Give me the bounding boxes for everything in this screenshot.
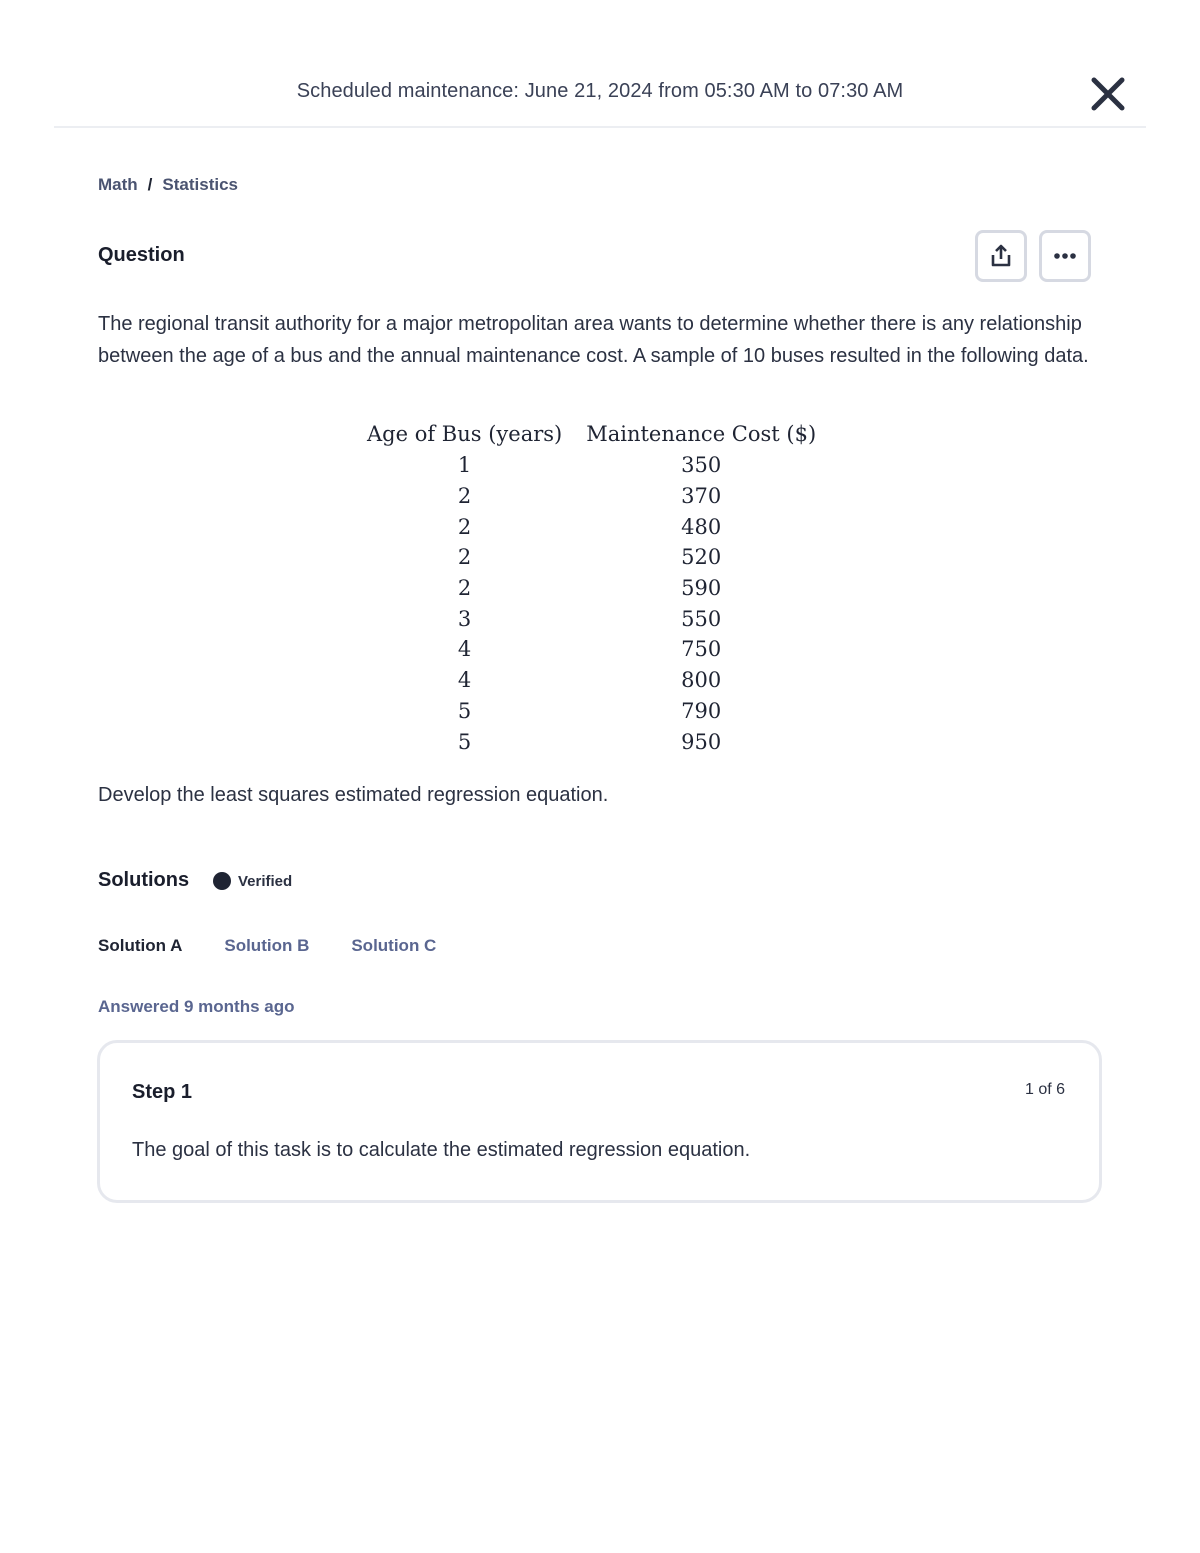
age-cell: 2 bbox=[457, 576, 472, 601]
age-cell: 4 bbox=[457, 668, 472, 693]
table-row bbox=[355, 726, 828, 757]
age-cell: 2 bbox=[457, 484, 472, 509]
close-banner-button[interactable] bbox=[1088, 74, 1128, 114]
tab-solution-b[interactable]: Solution B bbox=[224, 936, 310, 955]
breadcrumb-separator: / bbox=[147, 175, 153, 194]
solutions-heading: Solutions bbox=[98, 869, 190, 891]
breadcrumb-statistics[interactable]: Statistics bbox=[162, 175, 238, 194]
cost-cell: 950 bbox=[681, 729, 722, 754]
table-row bbox=[355, 450, 828, 481]
cost-cell: 800 bbox=[681, 668, 722, 693]
breadcrumb bbox=[98, 175, 238, 195]
table-row bbox=[355, 511, 828, 542]
tab-solution-a[interactable]: Solution A bbox=[98, 936, 183, 955]
question-text: The regional transit authority for a major metropolitan area wants to determine whether there is any relationship between the age of a bus and the annual maintenance cost. A sample of 10 buses resulted in the following data. bbox=[98, 313, 1089, 367]
table-row bbox=[355, 665, 828, 696]
age-cell: 5 bbox=[457, 729, 472, 754]
table-row bbox=[355, 542, 828, 573]
column-header-cost: Maintenance Cost ($) bbox=[586, 422, 817, 446]
step-text: The goal of this task is to calculate the estimated regression equation. bbox=[132, 1139, 751, 1161]
verified-badge bbox=[213, 872, 292, 890]
cost-cell: 790 bbox=[681, 698, 722, 723]
cost-cell: 520 bbox=[681, 545, 722, 570]
cost-cell: 550 bbox=[681, 606, 722, 631]
cost-cell: 590 bbox=[681, 576, 722, 601]
cost-cell: 370 bbox=[681, 484, 722, 509]
age-cell: 4 bbox=[457, 637, 472, 662]
step-title: Step 1 bbox=[132, 1081, 193, 1103]
breadcrumb-math[interactable]: Math bbox=[98, 175, 138, 194]
table-row bbox=[355, 634, 828, 665]
step-card bbox=[97, 1040, 1102, 1203]
tab-solution-c[interactable]: Solution C bbox=[351, 936, 437, 955]
table-row bbox=[355, 573, 828, 604]
age-cell: 3 bbox=[457, 606, 472, 631]
cost-cell: 480 bbox=[681, 514, 722, 539]
question-prompt: Develop the least squares estimated regression equation. bbox=[98, 784, 609, 806]
share-button[interactable] bbox=[975, 230, 1027, 282]
age-cell: 2 bbox=[457, 545, 472, 570]
answered-timestamp: Answered 9 months ago bbox=[98, 997, 295, 1016]
table-header-row bbox=[355, 418, 828, 450]
share-icon bbox=[987, 242, 1015, 270]
banner-text: Scheduled maintenance: June 21, 2024 from 05:30 AM to 07:30 AM bbox=[296, 80, 904, 102]
question-heading: Question bbox=[98, 244, 185, 266]
table-row bbox=[355, 481, 828, 512]
step-counter: 1 of 6 bbox=[1024, 1081, 1065, 1098]
table-row bbox=[355, 603, 828, 634]
cost-cell: 350 bbox=[681, 453, 722, 478]
more-icon bbox=[1051, 242, 1079, 270]
verified-label: Verified bbox=[238, 872, 293, 890]
data-table bbox=[355, 418, 828, 757]
more-options-button[interactable] bbox=[1039, 230, 1091, 282]
cost-cell: 750 bbox=[681, 637, 722, 662]
table-row bbox=[355, 696, 828, 727]
age-cell: 2 bbox=[457, 514, 472, 539]
maintenance-banner bbox=[54, 60, 1146, 128]
column-header-age: Age of Bus (years) bbox=[367, 422, 563, 446]
verified-badge-icon bbox=[213, 872, 231, 890]
solution-tabs bbox=[98, 936, 478, 956]
age-cell: 5 bbox=[457, 698, 472, 723]
close-icon bbox=[1088, 74, 1128, 114]
age-cell: 1 bbox=[457, 453, 472, 478]
